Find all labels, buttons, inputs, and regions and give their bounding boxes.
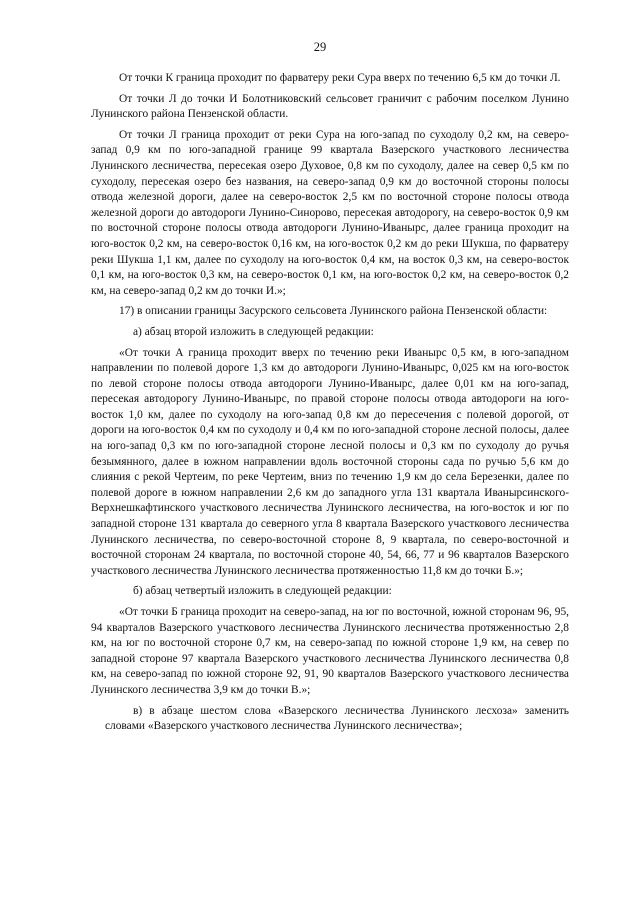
paragraph-point-b-boundary: «От точки Б граница проходит на северо-запад, на юг по восточной, южной сторонам 96, 95, 94 кварталов Вазерского участкового лесничества Лунинского лесничества протяженностью 2,8 км, на юг по восточной стороне 0,7 км, на северо-запад по южной стороне 1,9 км, на север по западной стороне 97 квартала Вазерского участкового лесничества Лунинского лесничества 0,8 км, на северо-запад по южной стороне 92, 91, 90 кварталов Вазерского участкового лесничества Лунинского лесничества 3,9 км до точки В.»; (91, 606, 569, 696)
paragraph-point-k: От точки К граница проходит по фарватеру реки Сура вверх по течению 6,5 км до точки Л. (119, 72, 561, 84)
document-body (91, 71, 569, 735)
paragraph-subitem-v: в) в абзаце шестом слова «Вазерского лесничества Лунинского лесхоза» заменить словами «Вазерского участкового лесничества Лунинского лесничества»; (105, 704, 569, 733)
paragraph-point-a-boundary: «От точки А граница проходит вверх по течению реки Иваныpc 0,5 км, в юго-западном направлении по полевой дороге 1,3 км до автодороги Лунино-Иваныpc, 0,025 км на юго-восток по левой стороне полосы отвода автодороги Лунино-Иваныpc, далее 0,01 км на юго-запад, пересекая автодорогу Лунино-Иваныpc, по правой стороне полосы отвода автодороги на юго-восток 1,0 км, далее по суходолу на юго-запад 0,8 км до пересечения с полевой дорогой, от дороги на юго-восток 0,4 км по суходолу и 0,4 км по юго-западной стороне лесной полосы, далее на юго-запад 0,3 км по юго-западной стороне лесной полосы и 0,3 км по суходолу до ручья безымянного, далее в южном направлении вдоль восточной стороны сада по ручью 5,6 км до слияния с рекой Чертеим, по реке Чертеим, вниз по течению 1,9 км до села Березенки, далее по полевой дороге в южном направлении 2,6 км до западного угла 131 квартала Иваныpсинского-Верхнешкафтинского участкового лесничества Лунинского лесничества, на юго-восток и юг по западной стороне 131 квартала до северного угла 8 квартала Вазерского участкового лесничества Лунинского лесничества, по северо-восточной стороне 8, 9 квартала, по северо-восточной и восточной сторонам 24 квартала, по восточной стороне 40, 54, 66, 77 и 96 кварталов Вазерского участкового лесничества Лунинского лесничества протяженностью 11,8 км до точки Б.»; (91, 346, 569, 577)
paragraph-item-17: 17) в описании границы Засурского сельсовета Лунинского района Пензенской области: (119, 305, 548, 318)
page-number: 29 (313, 40, 327, 54)
paragraph-subitem-b: б) абзац четвертый изложить в следующей редакции: (133, 585, 392, 598)
paragraph-point-l-boundary: От точки Л граница проходит от реки Сура на юго-запад по суходолу 0,2 км, на северо-запад 0,9 км по юго-западной границе 99 квартала Вазерского участкового лесничества Лунинского лесничества, пересекая озеро Духовое, 0,8 км по суходолу, далее на север 0,5 км по суходолу, пересекая озеро без названия, на северо-запад 0,9 км до восточной стороны полосы отвода железной дороги, далее на северо-восток 2,5 км по восточной стороне полосы отвода железной дороги до автодороги Лунино-Синорово, пересекая автодорогу, на северо-восток 0,9 км по восточной стороне полосы отвода автодороги Лунино-Иваныpc, далее граница проходит на юго-восток 0,2 км, на северо-восток 0,16 км, на юго-восток 0,2 км до реки Шукша, по фарватеру реки Шукша 1,1 км, далее по суходолу на юго-восток 0,4 км, на восток 0,3 км, на северо-восток 0,1 км, на юго-восток 0,3 км, на северо-восток 0,1 км, на юго-восток 0,2 км, на северо-восток 0,2 км, на северо-запад 0,2 км до точки И.»; (91, 128, 569, 297)
paragraph-subitem-a: а) абзац второй изложить в следующей редакции: (133, 325, 374, 338)
paragraph-point-l-to-i: От точки Л до точки И Болотниковский сельсовет граничит с рабочим поселком Лунино Лунинского района Пензенской области. (91, 92, 569, 121)
